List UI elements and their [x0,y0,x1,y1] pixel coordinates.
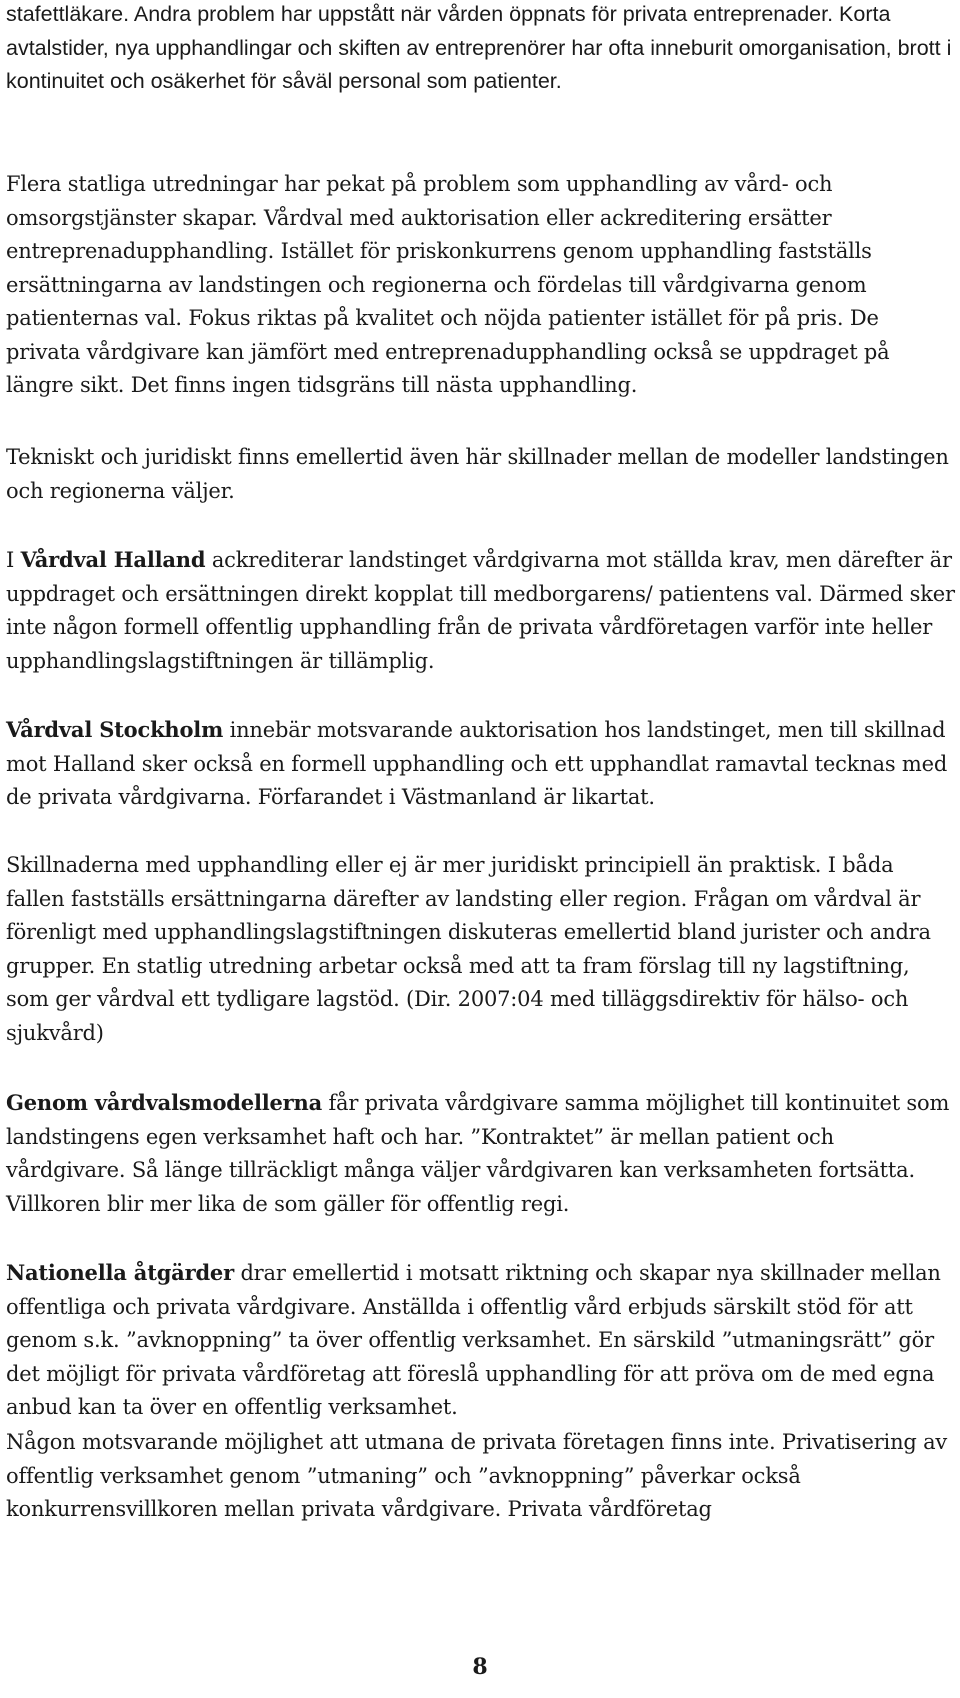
paragraph-intro-continued: stafettläkare. Andra problem har uppstått när vården öppnats för privata entreprenader. Korta avtalstider, nya upphandlingar och skiften av entreprenörer har ofta inneburit omorganisation, brott i kontinuitet och osäkerhet för såväl personal som patienter. [6,2,952,93]
paragraph-text: I [6,548,21,572]
paragraph-statliga-utredningar: Flera statliga utredningar har pekat på problem som upphandling av vård- och omsorgstjänster skapar. Vårdval med auktorisation eller ackreditering ersätter entreprenadupphandling. Istället för priskonkurrens genom upphandling fastställs ersättningarna av landstingen och regionerna och fördelas till vårdgivarna genom patienternas val. Fokus riktas på kvalitet och nöjda patienter istället för på pris. De privata vårdgivare kan jämfört med entreprenadupphandling också se uppdraget på längre sikt. Det finns ingen tidsgräns till nästa upphandling. [6,172,890,397]
paragraph-text: innebär motsvarande auktorisation hos landstinget, men till skillnad mot Halland sker också en formell upphandling och ett upphandlat ramavtal tecknas med de privata vårdgivarna. Förfarandet i Västmanland är likartat. [6,718,948,809]
bold-term-nationella-atgarder: Nationella åtgärder [6,1260,234,1285]
paragraph-tekniskt-juridiskt: Tekniskt och juridiskt finns emellertid även här skillnader mellan de modeller landstingen och regionerna väljer. [6,445,949,503]
bold-term-vardval-halland: Vårdval Halland [20,547,206,572]
page-number: 8 [472,1654,488,1680]
paragraph-skillnaderna: Skillnaderna med upphandling eller ej är mer juridiskt principiell än praktisk. I båda fallen fastställs ersättningarna därefter av landsting eller region. Frågan om vårdval är förenligt med upphandlingslagstiftningen diskuteras emellertid bland jurister och andra grupper. En statlig utredning arbetar också med att ta fram förslag till ny lagstiftning, som ger vårdval ett tydligare lagstöd. (Dir. 2007:04 med tilläggsdirektiv för hälso- och sjukvård) [6,853,931,1045]
paragraph-motsvarande-mojlighet: Någon motsvarande möjlighet att utmana de privata företagen finns inte. Privatisering av offentlig verksamhet genom ”utmaning” och ”avknoppning” påverkar också konkurrensvillkoren mellan privata vårdgivare. Privata vårdföretag [6,1430,948,1521]
paragraph-text: får privata vårdgivare samma möjlighet till kontinuitet som landstingens egen verksamhet haft och har. ”Kontraktet” är mellan patient och vårdgivare. Så länge tillräckligt många väljer vårdgivaren kan verksamheten fortsätta. Villkoren blir mer lika de som gäller för offentlig regi. [6,1091,950,1216]
paragraph-vardval-halland [6,543,956,678]
paragraph-nationella-atgarder [6,1256,956,1425]
paragraph-vardval-stockholm [6,713,956,815]
paragraph-genom-vardvalsmodellerna [6,1086,956,1221]
paragraph-text: drar emellertid i motsatt riktning och skapar nya skillnader mellan offentliga och privata vårdgivare. Anställda i offentlig vård erbjuds särskilt stöd för att genom s.k. ”avknoppning” ta över offentlig verksamhet. En särskild ”utmaningsrätt” gör det möjligt för privata vårdföretag att föreslå upphandling för att pröva om de med egna anbud kan ta över en offentlig verksamhet. [6,1261,941,1419]
bold-term-vardval-stockholm: Vårdval Stockholm [6,717,224,742]
paragraph-text: ackrediterar landstinget vårdgivarna mot ställda krav, men därefter är uppdraget och ersättningen direkt kopplat till medborgarens/ patientens val. Därmed sker inte någon formell offentlig upphandling från de privata vårdföretagen varför inte heller upphandlingslagstiftningen är tillämplig. [6,548,955,673]
bold-term-genom-vardvalsmodellerna: Genom vårdvalsmodellerna [6,1090,322,1115]
